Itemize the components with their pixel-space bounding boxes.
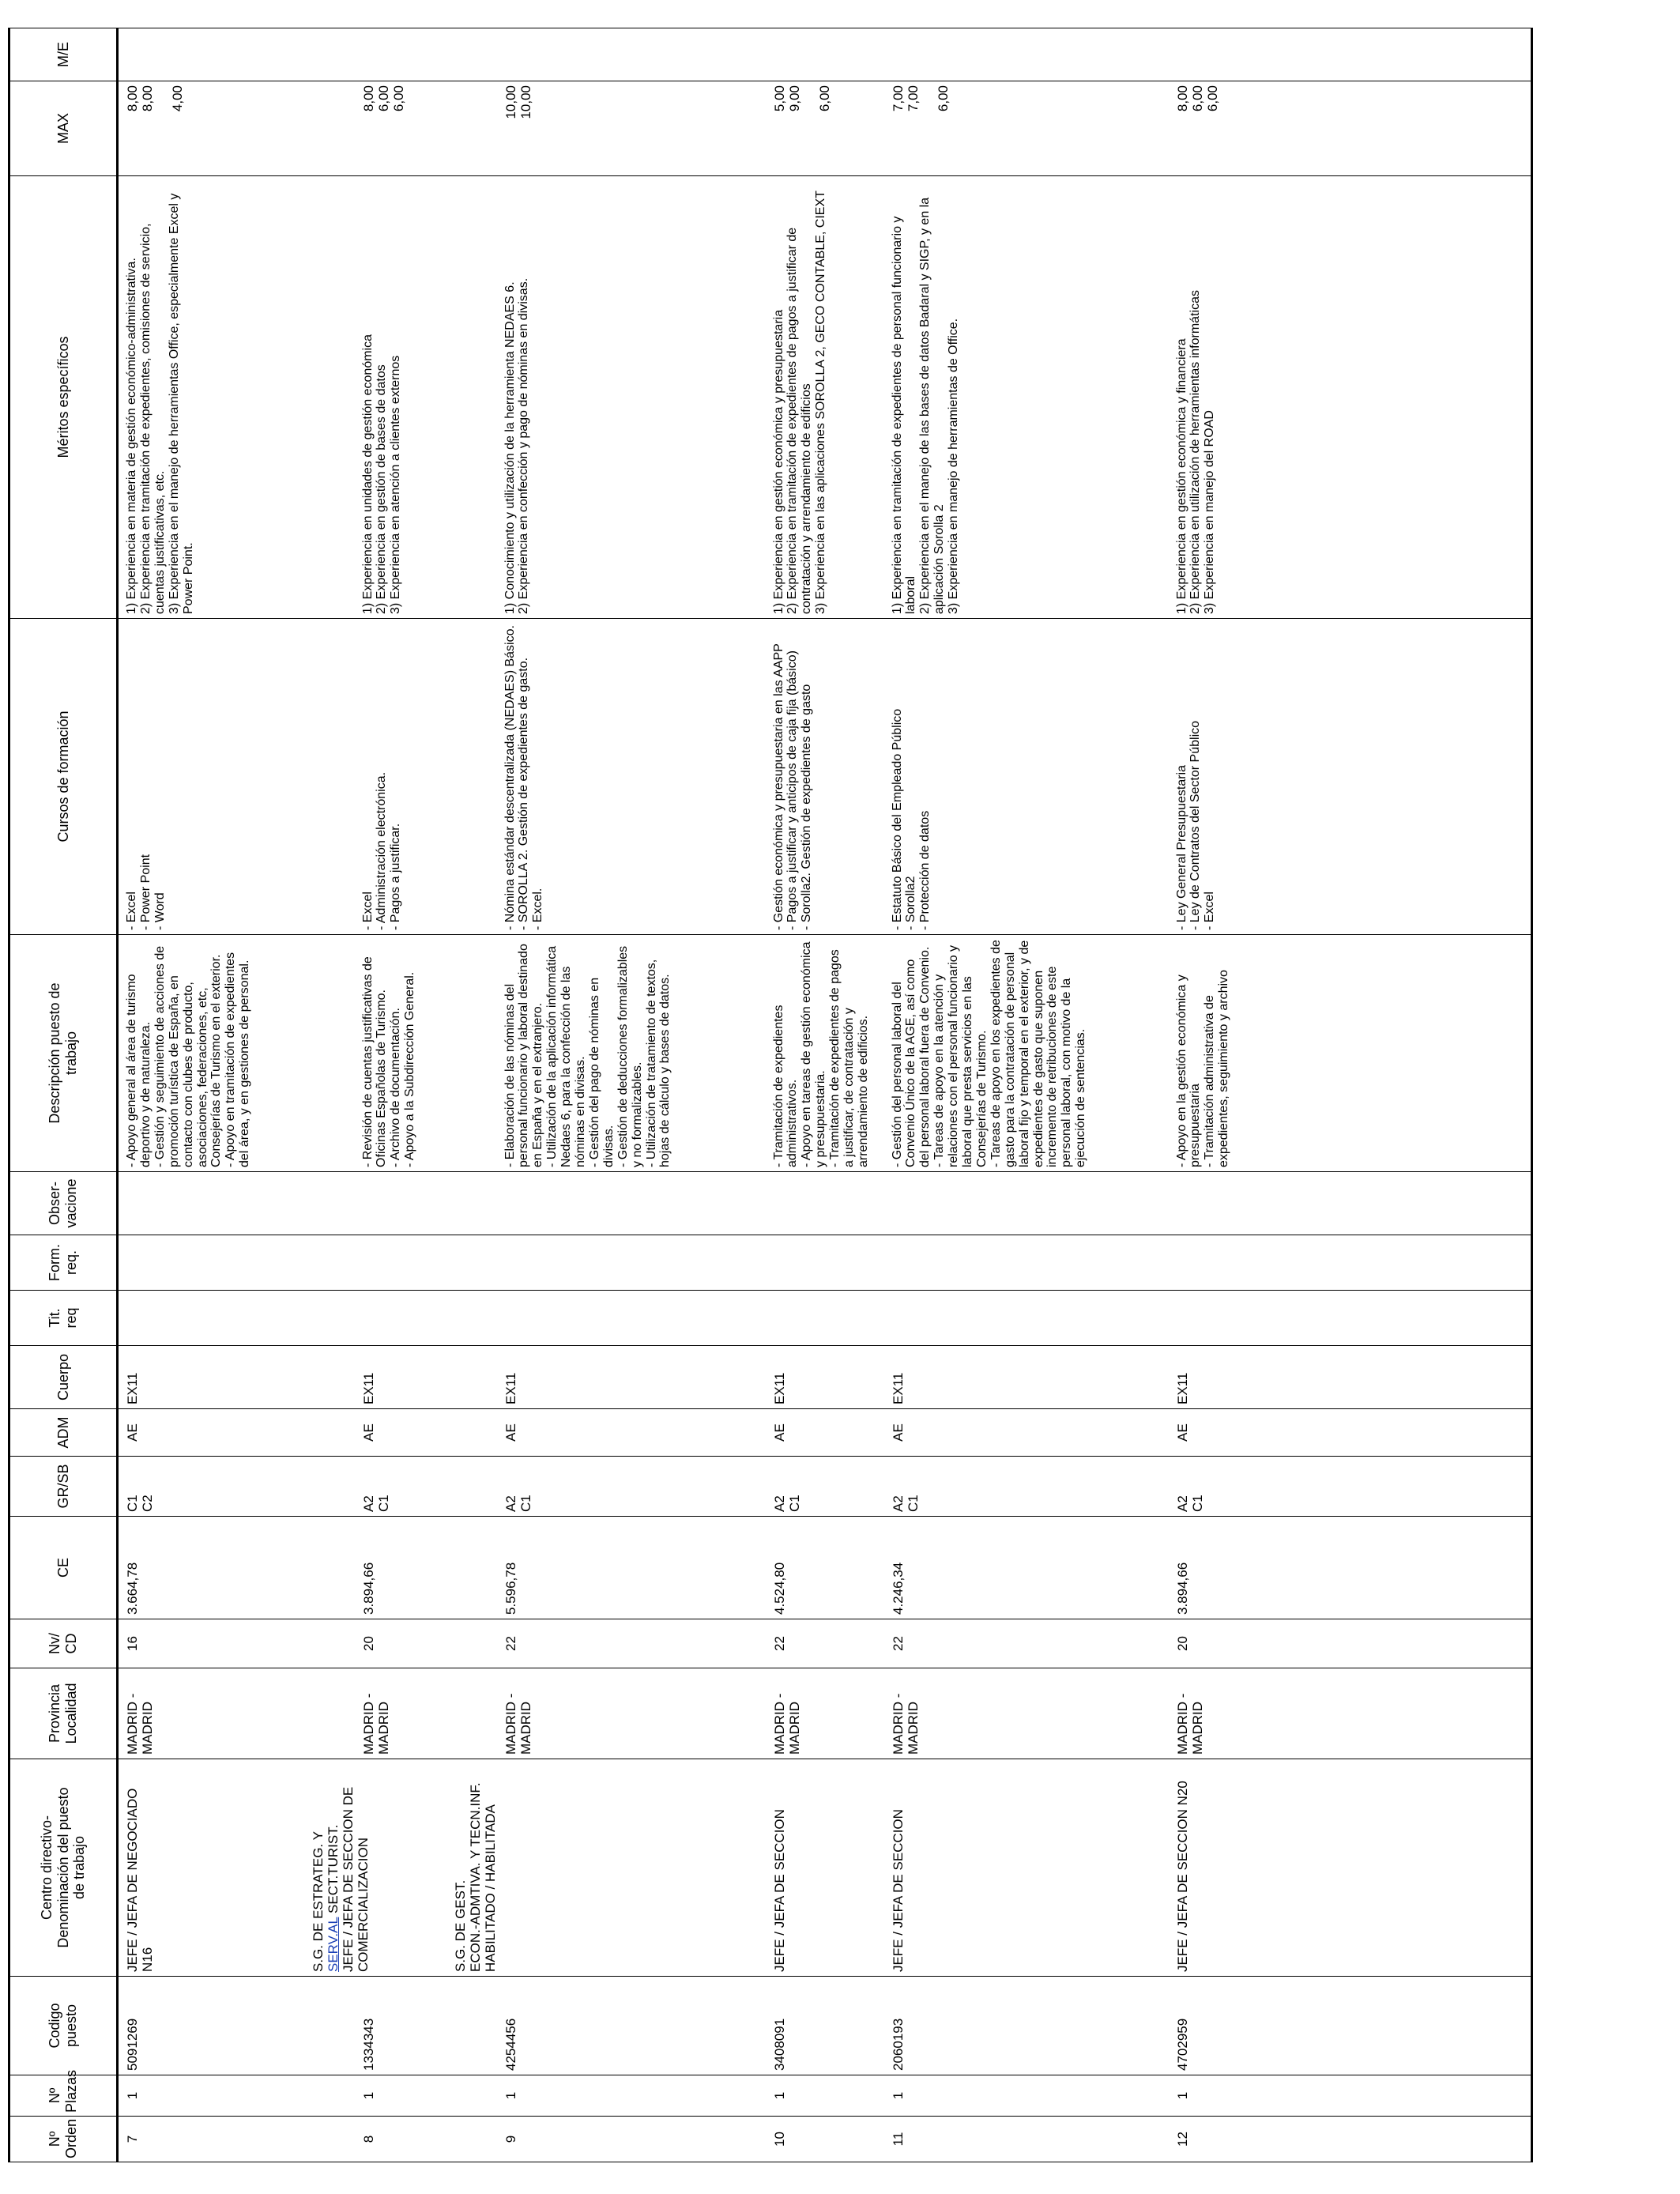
cell-codigo: 4254456 [497,1977,766,2075]
cell-form [497,1235,766,1291]
cell-descripcion: - Apoyo general al área de turismo deportivo y de naturaleza. - Gestión y seguimiento de acciones de promoción turística de España, en contacto con clubes de producto, asociaciones, federaciones, etc, Consejerías de Turismo en el exterior. - Apoyo en tramitación de expedientes del área, y en gestiones de personal. [118,935,355,1172]
cell-grupo: A2 C1 [884,1457,1169,1517]
cell-ce: 4.524,80 [766,1517,884,1619]
cell-nivel: 20 [1169,1619,1532,1668]
vacancies-table [8,28,1533,2162]
cell-meritos: 1) Conocimiento y utilización de la herramienta NEDAES 6. 2) Experiencia en confección y pago de nóminas en divisas. [497,176,766,619]
cell-adm: AE [118,1409,355,1457]
cell-cuerpo: EX11 [497,1346,766,1409]
cell-plazas: 1 [355,2075,497,2117]
cell-cursos: - Estatuto Básico del Empleado Público - Sorolla2 - Protección de datos [884,619,1169,935]
table-row [884,28,1169,2162]
col-ce: CE [9,1517,118,1619]
cell-obs [118,1172,355,1235]
cell-orden: 12 [1169,2117,1532,2162]
centro-unit-link[interactable]: SERV.AL [325,1917,341,1972]
cell-plazas: 1 [1169,2075,1532,2117]
cell-adm: AE [1169,1409,1532,1457]
cell-orden: 11 [884,2117,1169,2162]
cell-nivel: 22 [766,1619,884,1668]
cell-centro: JEFE / JEFA DE NEGOCIADO N16 [118,1759,355,1977]
cell-nivel: 22 [884,1619,1169,1668]
cell-me [118,28,355,81]
col-grupo: GR/SB [9,1457,118,1517]
col-adm: ADM [9,1409,118,1457]
cell-nivel: 20 [355,1619,497,1668]
cell-centro: JEFE / JEFA DE SECCION [884,1759,1169,1977]
cell-descripcion: - Tramitación de expedientes administrativos. - Apoyo en tareas de gestión económica y presupuestaria. - Tramitación de expedientes de pagos a justificar, de contratación y arrendamiento de edificios. [766,935,884,1172]
cell-provincia: MADRID - MADRID [766,1668,884,1759]
col-cuerpo: Cuerpo [9,1346,118,1409]
centro-unit-label: S.G. DE GEST. ECON.-ADMTIVA. Y TECN.INF. [452,1782,483,1972]
cell-plazas: 1 [118,2075,355,2117]
col-obs: Obser- vacione [9,1172,118,1235]
cell-meritos: 1) Experiencia en tramitación de expedientes de personal funcionario y laboral 2) Experiencia en el manejo de las bases de datos Badaral y SIGP, y en la aplicación Sorolla 2 3) Experiencia en manejo de herramientas de Office. [884,176,1169,619]
cell-form [1169,1235,1532,1291]
cell-cursos: - Gestión económica y presupuestaria en las AAPP - Pagos a justificar y anticipos de caja fija (básico) - Sorolla2. Gestión de expedientes de gasto [766,619,884,935]
cell-orden: 9 [497,2117,766,2162]
cell-me [497,28,766,81]
cell-descripcion: - Elaboración de las nóminas del personal funcionario y laboral destinado en España y en el extranjero. - Utilización de la aplicación informática Nedaes 6, para la confección de las nóminas en divisas. - Gestión del pago de nóminas en divisas. - Gestión de deducciones formalizables y no formalizables. - Utilización de tratamiento de textos, hojas de cálculo y bases de datos. [497,935,766,1172]
col-me: M/E [9,28,118,81]
cell-codigo: 1334343 [355,1977,497,2075]
cell-tit [118,1291,355,1346]
cell-adm: AE [884,1409,1169,1457]
cell-grupo: A2 C1 [1169,1457,1532,1517]
cell-descripcion: - Gestión del personal laboral del Convenio Único de la AGE, así como del personal laboral fuera de Convenio. - Tareas de apoyo en la atención y relaciones con el personal funcionario y laboral que presta servicios en las Consejerías de Turismo. - Tareas de apoyo en los expedientes de gasto para la contratación de personal laboral fijo y temporal en el exterior, y de expedientes de gasto que suponen incremento de retribuciones de este personal laboral, con motivo de la ejecución de sentencias. [884,935,1169,1172]
col-meritos: Méritos específicos [9,176,118,619]
cell-cursos: - Excel - Administración electrónica. - Pagos a justificar. [355,619,497,935]
cell-descripcion: - Revisión de cuentas justificativas de Oficinas Españolas de Turismo. - Archivo de documentación. - Apoyo a la Subdirección General. [355,935,497,1172]
col-cursos: Cursos de formación [9,619,118,935]
cell-tit [1169,1291,1532,1346]
cell-me [884,28,1169,81]
centro-unit-label [311,1763,341,1972]
cell-grupo: C1 C2 [118,1457,355,1517]
col-provincia: Provincia Localidad [9,1668,118,1759]
cell-centro: JEFE / JEFA DE SECCION [766,1759,884,1977]
cell-cuerpo: EX11 [1169,1346,1532,1409]
cell-ce: 3.664,78 [118,1517,355,1619]
col-max: MAX [9,81,118,176]
cell-adm: AE [766,1409,884,1457]
cell-codigo: 3408091 [766,1977,884,2075]
cell-ce: 4.246,34 [884,1517,1169,1619]
cell-meritos: 1) Experiencia en gestión económica y presupuestaria 2) Experiencia en tramitación de expedientes de pagos a justificar de contratación y arrendamiento de edificios 3) Experiencia en las aplicaciones SOROLLA 2, GECO CONTABLE, CIEXT [766,176,884,619]
cell-adm: AE [355,1409,497,1457]
col-tit: Tit. req [9,1291,118,1346]
cell-form [766,1235,884,1291]
cell-cursos: - Ley General Presupuestaria - Ley de Contratos del Sector Público - Excel [1169,619,1532,935]
centro-unit-suffix: SECT.TURIST. [325,1824,341,1917]
cell-descripcion: - Apoyo en la gestión económica y presupuestaria - Tramitación administrativa de expedientes, seguimiento y archivo [1169,935,1532,1172]
cell-cursos: - Nómina estándar descentralizada (NEDAES) Básico. - SOROLLA 2. Gestión de expedientes de gasto. - Excel. [497,619,766,935]
cell-provincia: MADRID - MADRID [497,1668,766,1759]
table-row [1169,28,1532,2162]
cell-codigo: 2060193 [884,1977,1169,2075]
cell-ce: 3.894,66 [1169,1517,1532,1619]
cell-orden: 8 [355,2117,497,2162]
cell-max: 8,00 6,00 6,00 [1169,81,1532,176]
col-centro: Centro directivo- Denominación del puesto de trabajo [9,1759,118,1977]
centro-unit-text: S.G. DE ESTRATEG. Y [310,1831,326,1972]
table-row [766,28,884,2162]
cell-cursos: - Excel - Power Point - Word [118,619,355,935]
cell-max: 8,00 8,00 4,00 [118,81,355,176]
centro-position: HABILITADO / HABILITADA [482,1804,498,1972]
cell-meritos: 1) Experiencia en materia de gestión económico-administrativa. 2) Experiencia en tramitación de expedientes, comisiones de servicio, cuentas justificativas, etc. 3) Experiencia en el manejo de herramientas Office, especialmente Excel y Power Point. [118,176,355,619]
cell-codigo: 4702959 [1169,1977,1532,2075]
cell-orden: 10 [766,2117,884,2162]
cell-centro: JEFE / JEFA DE SECCION N20 [1169,1759,1532,1977]
centro-position: JEFE / JEFA DE SECCION DE COMERCIALIZACION [340,1786,371,1972]
col-descripcion: Descripción puesto de trabajo [9,935,118,1172]
cell-obs [497,1172,766,1235]
cell-cuerpo: EX11 [118,1346,355,1409]
cell-grupo: A2 C1 [497,1457,766,1517]
header-row [9,28,118,2162]
cell-ce: 5.596,78 [497,1517,766,1619]
cell-obs [766,1172,884,1235]
cell-plazas: 1 [497,2075,766,2117]
cell-max: 7,00 7,00 6,00 [884,81,1169,176]
col-plazas: Nº Plazas [9,2075,118,2117]
cell-ce: 3.894,66 [355,1517,497,1619]
cell-meritos: 1) Experiencia en unidades de gestión económica 2) Experiencia en gestión de bases de datos 3) Experiencia en atención a clientes externos [355,176,497,619]
col-form: Form. req. [9,1235,118,1291]
col-nivel: Nv/ CD [9,1619,118,1668]
cell-form [118,1235,355,1291]
cell-me [766,28,884,81]
cell-obs [884,1172,1169,1235]
cell-me [355,28,497,81]
cell-grupo: A2 C1 [355,1457,497,1517]
table-row [497,28,766,2162]
cell-cuerpo: EX11 [355,1346,497,1409]
cell-orden: 7 [118,2117,355,2162]
cell-nivel: 16 [118,1619,355,1668]
cell-me [1169,28,1532,81]
cell-centro [452,1759,766,1977]
cell-max: 10,00 10,00 [497,81,766,176]
cell-obs [1169,1172,1532,1235]
col-codigo: Codigo puesto [9,1977,118,2075]
cell-tit [355,1291,497,1346]
cell-provincia: MADRID - MADRID [118,1668,355,1759]
cell-plazas: 1 [766,2075,884,2117]
cell-cuerpo: EX11 [884,1346,1169,1409]
cell-provincia: MADRID - MADRID [884,1668,1169,1759]
cell-grupo: A2 C1 [766,1457,884,1517]
cell-form [884,1235,1169,1291]
cell-max: 8,00 6,00 6,00 [355,81,497,176]
cell-form [355,1235,497,1291]
cell-codigo: 5091269 [118,1977,355,2075]
cell-provincia: MADRID - MADRID [1169,1668,1532,1759]
cell-plazas: 1 [884,2075,1169,2117]
cell-tit [766,1291,884,1346]
cell-adm: AE [497,1409,766,1457]
cell-max: 5,00 9,00 6,00 [766,81,884,176]
cell-provincia: MADRID - MADRID [355,1668,497,1759]
cell-nivel: 22 [497,1619,766,1668]
cell-tit [884,1291,1169,1346]
cell-tit [497,1291,766,1346]
cell-meritos: 1) Experiencia en gestión económica y financiera 2) Experiencia en utilización de herramientas informáticas 3) Experiencia en manejo del ROAD [1169,176,1532,619]
cell-obs [355,1172,497,1235]
col-orden: Nº Orden [9,2117,118,2162]
cell-cuerpo: EX11 [766,1346,884,1409]
